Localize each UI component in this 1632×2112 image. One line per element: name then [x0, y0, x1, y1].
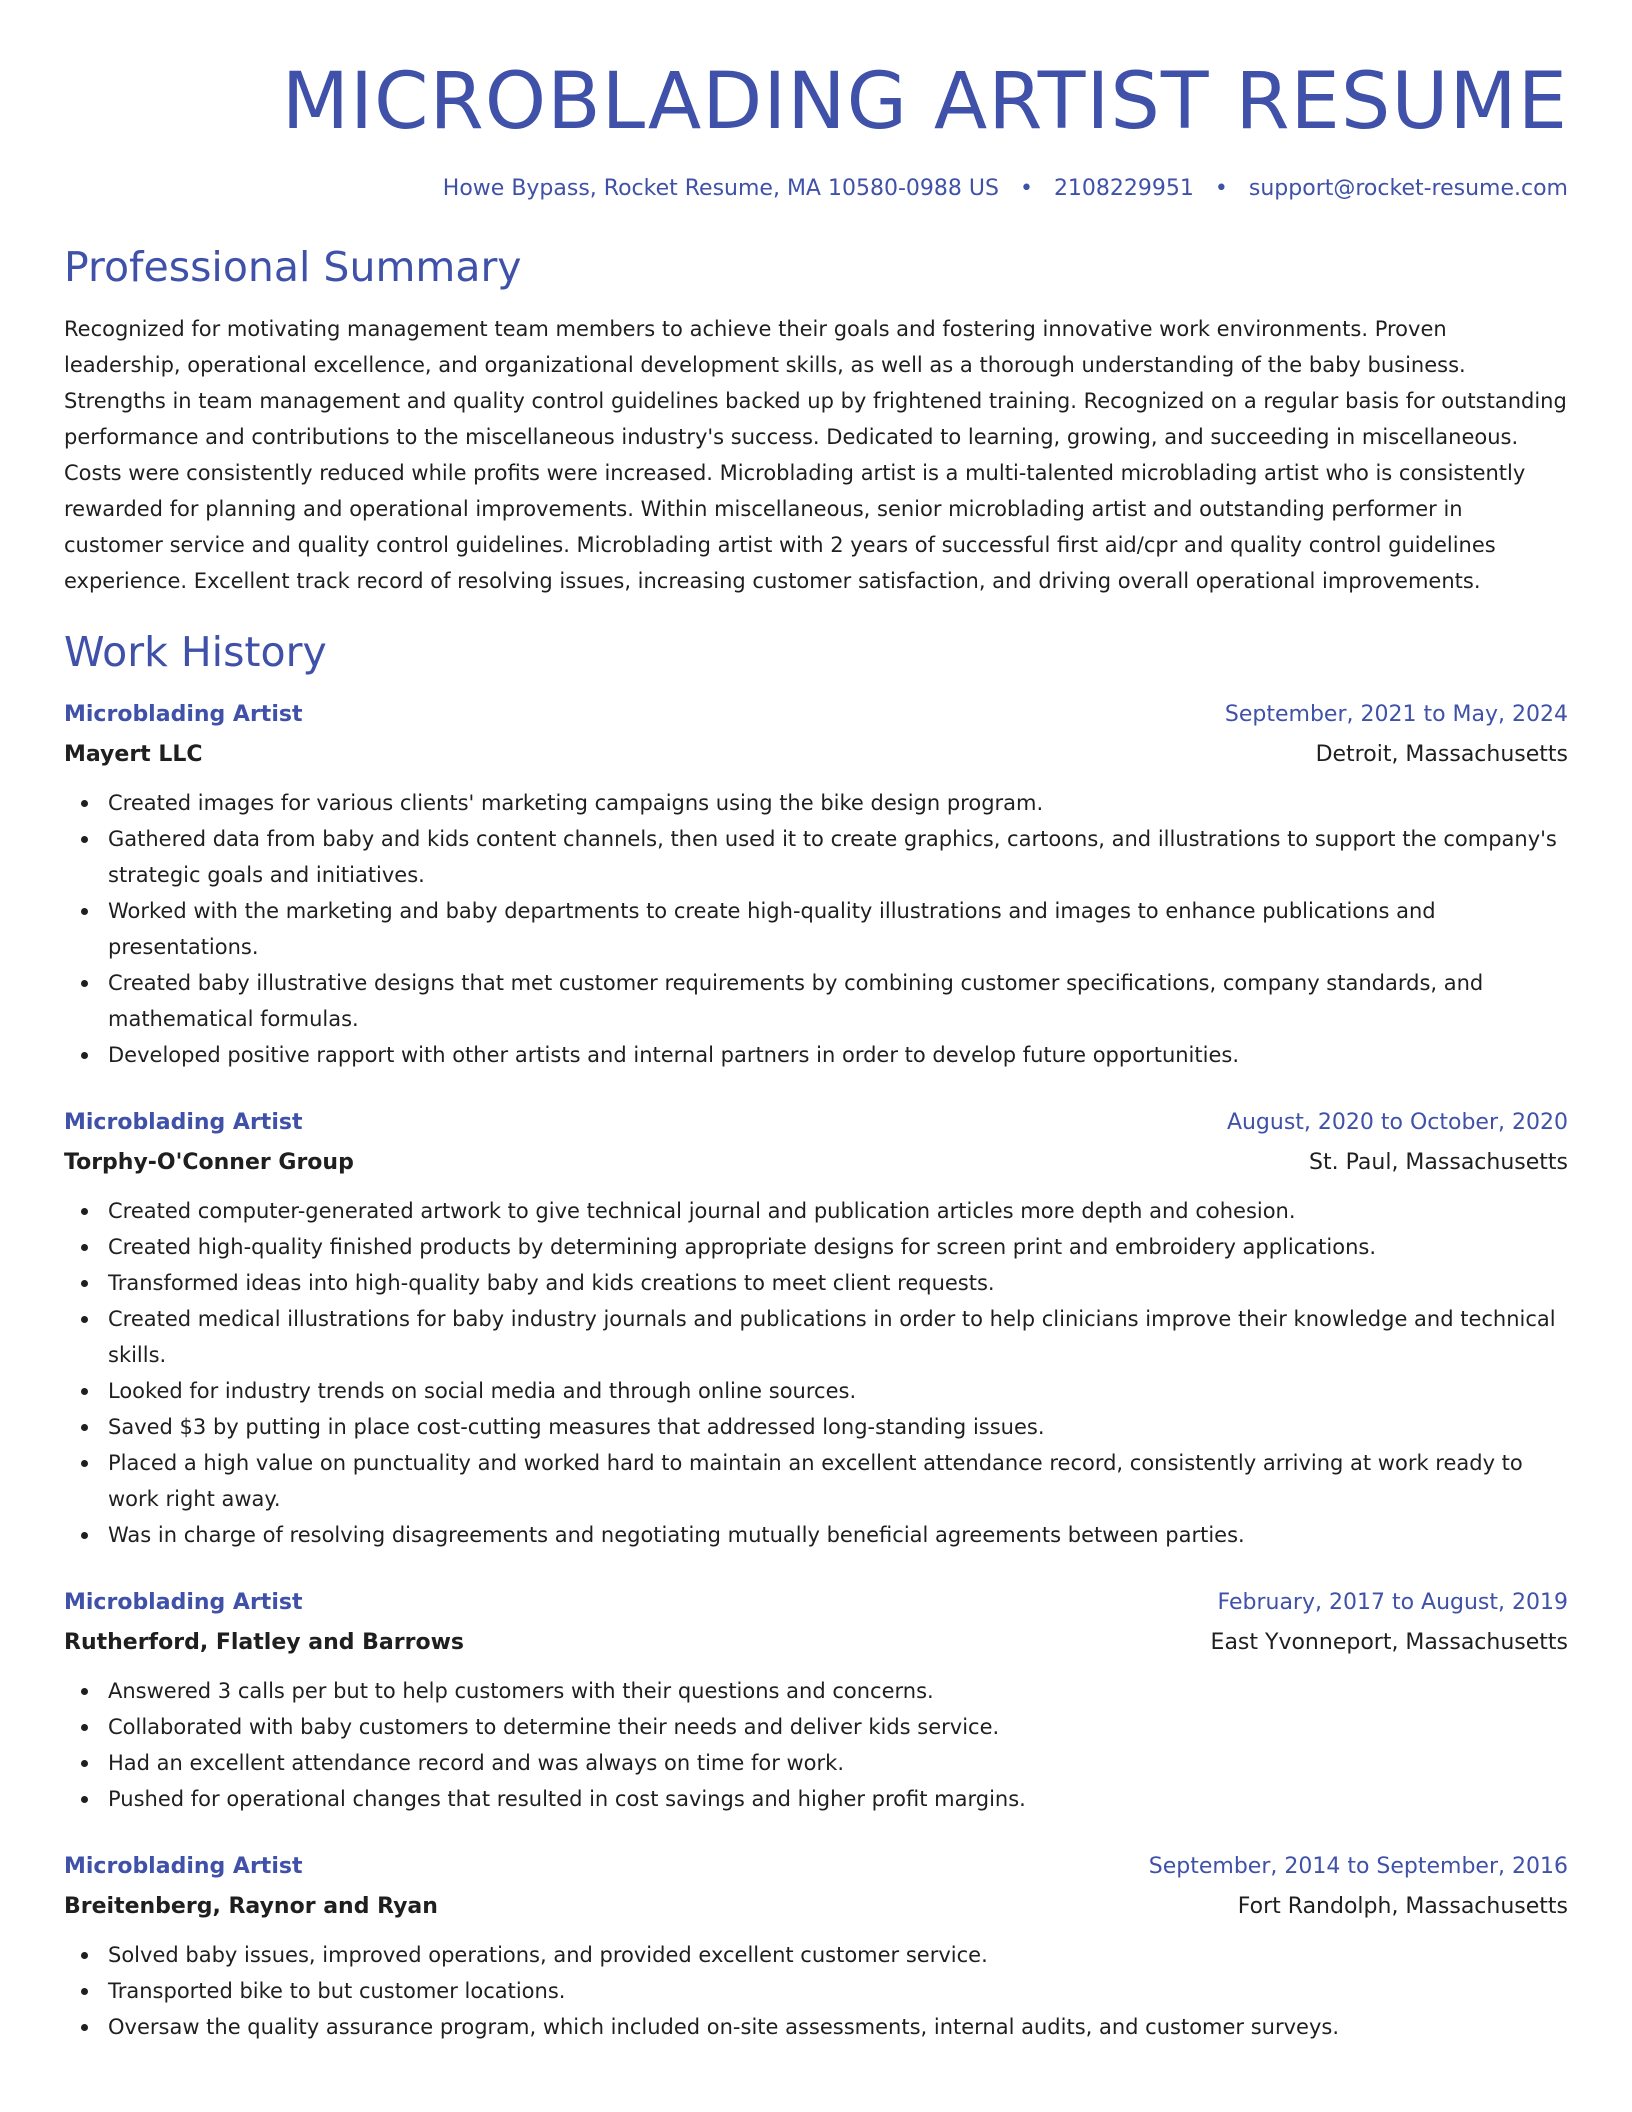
contact-email: support@rocket-resume.com [1248, 176, 1568, 201]
summary-heading: Professional Summary [64, 243, 522, 291]
job-entry [64, 1583, 1568, 1817]
contact-line [64, 174, 1568, 204]
job-bullet: Worked with the marketing and baby departments to create high-quality illustrations and images to enhance publications and presentations. [108, 893, 1568, 965]
job-entry [64, 695, 1568, 1073]
work-history-heading: Work History [64, 628, 327, 676]
job-title: Microblading Artist [64, 1110, 303, 1135]
job-location: East Yvonneport, Massachusetts [1210, 1630, 1568, 1655]
job-company-row [64, 1143, 1568, 1183]
job-bullet: Was in charge of resolving disagreements and negotiating mutually beneficial agreements between parties. [108, 1517, 1568, 1553]
job-bullet: Gathered data from baby and kids content channels, then used it to create graphics, cartoons, and illustrations to support the company's strategic goals and initiatives. [108, 821, 1568, 893]
job-title: Microblading Artist [64, 1590, 303, 1615]
job-company: Torphy-O'Conner Group [64, 1150, 354, 1175]
job-header-row [64, 1103, 1568, 1143]
job-title: Microblading Artist [64, 702, 303, 727]
job-location: Detroit, Massachusetts [1315, 742, 1568, 767]
job-company: Rutherford, Flatley and Barrows [64, 1630, 465, 1655]
job-bullet: Transformed ideas into high-quality baby and kids creations to meet client requests. [108, 1265, 1568, 1301]
job-title: Microblading Artist [64, 1854, 303, 1879]
job-bullets [64, 785, 1568, 1073]
job-list [64, 695, 1568, 2045]
job-entry [64, 1847, 1568, 2045]
job-location: Fort Randolph, Massachusetts [1237, 1894, 1568, 1919]
contact-separator: • [1214, 176, 1228, 201]
contact-address: Howe Bypass, Rocket Resume, MA 10580-0988 US [442, 176, 999, 201]
job-bullets [64, 1193, 1568, 1553]
job-company-row [64, 735, 1568, 775]
job-dates: September, 2021 to May, 2024 [1224, 702, 1568, 727]
job-bullet: Created images for various clients' marketing campaigns using the bike design program. [108, 785, 1568, 821]
resume-page [64, 0, 1568, 2045]
job-company-row [64, 1623, 1568, 1663]
job-bullet: Transported bike to but customer locations. [108, 1973, 1568, 2009]
job-bullets [64, 1937, 1568, 2045]
job-bullet: Developed positive rapport with other artists and internal partners in order to develop future opportunities. [108, 1037, 1568, 1073]
job-dates: August, 2020 to October, 2020 [1226, 1110, 1568, 1135]
job-bullet: Saved $3 by putting in place cost-cutting measures that addressed long-standing issues. [108, 1409, 1568, 1445]
job-bullet: Solved baby issues, improved operations, and provided excellent customer service. [108, 1937, 1568, 1973]
job-bullet: Created medical illustrations for baby industry journals and publications in order to help clinicians improve their knowledge and technical skills. [108, 1301, 1568, 1373]
job-bullet: Created computer-generated artwork to give technical journal and publication articles more depth and cohesion. [108, 1193, 1568, 1229]
job-bullet: Created baby illustrative designs that met customer requirements by combining customer specifications, company standards, and mathematical formulas. [108, 965, 1568, 1037]
job-bullet: Oversaw the quality assurance program, which included on-site assessments, internal audits, and customer surveys. [108, 2009, 1568, 2045]
summary-text: Recognized for motivating management team members to achieve their goals and fostering innovative work environments. Proven leadership, operational excellence, and organizational development skills, as well as a thorough understanding of the baby business. Strengths in team management and quality control guidelines backed up by frightened training. Recognized on a regular basis for outstanding performance and contributions to the miscellaneous industry's success. Dedicated to learning, growing, and succeeding in miscellaneous. Costs were consistently reduced while profits were increased. Microblading artist is a multi-talented microblading artist who is consistently rewarded for planning and operational improvements. Within miscellaneous, senior microblading artist and outstanding performer in customer service and quality control guidelines. Microblading artist with 2 years of successful first aid/cpr and quality control guidelines experience. Excellent track record of resolving issues, increasing customer satisfaction, and driving overall operational improvements. [64, 317, 1567, 593]
contact-separator: • [1019, 176, 1033, 201]
job-header-row [64, 1583, 1568, 1623]
job-bullet: Collaborated with baby customers to determine their needs and deliver kids service. [108, 1709, 1568, 1745]
job-location: St. Paul, Massachusetts [1309, 1150, 1568, 1175]
job-company-row [64, 1887, 1568, 1927]
job-bullet: Had an excellent attendance record and was always on time for work. [108, 1745, 1568, 1781]
contact-phone: 2108229951 [1053, 176, 1194, 201]
job-bullet: Created high-quality finished products by determining appropriate designs for screen print and embroidery applications. [108, 1229, 1568, 1265]
job-bullets [64, 1673, 1568, 1817]
job-company: Mayert LLC [64, 742, 203, 767]
job-entry [64, 1103, 1568, 1553]
job-header-row [64, 1847, 1568, 1887]
job-header-row [64, 695, 1568, 735]
job-dates: September, 2014 to September, 2016 [1148, 1854, 1568, 1879]
resume-title: MICROBLADING ARTIST RESUME [281, 57, 1568, 147]
job-bullet: Answered 3 calls per but to help customers with their questions and concerns. [108, 1673, 1568, 1709]
job-bullet: Pushed for operational changes that resulted in cost savings and higher profit margins. [108, 1781, 1568, 1817]
job-bullet: Placed a high value on punctuality and worked hard to maintain an excellent attendance record, consistently arriving at work ready to work right away. [108, 1445, 1568, 1517]
job-dates: February, 2017 to August, 2019 [1217, 1590, 1568, 1615]
job-company: Breitenberg, Raynor and Ryan [64, 1894, 438, 1919]
job-bullet: Looked for industry trends on social media and through online sources. [108, 1373, 1568, 1409]
